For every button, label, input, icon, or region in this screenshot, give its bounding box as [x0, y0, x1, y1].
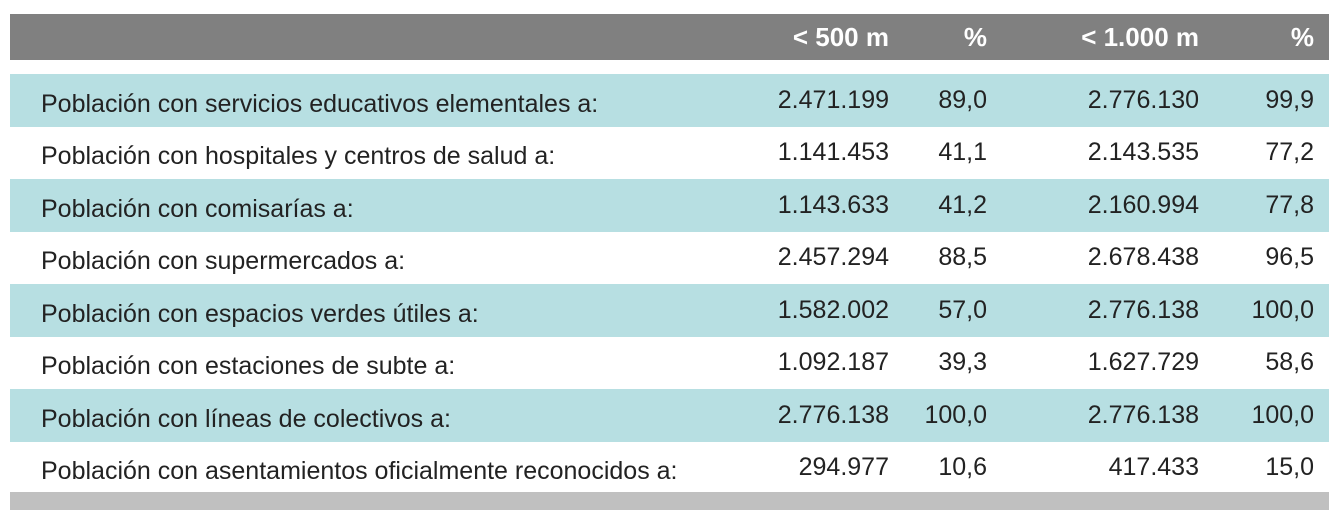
- percent-500m: 89,0: [938, 85, 987, 114]
- percent-1000m: 96,5: [1265, 243, 1314, 272]
- row-label: Población con espacios verdes útiles a:: [41, 299, 479, 328]
- percent-1000m: 100,0: [1251, 295, 1314, 324]
- row-label: Población con asentamientos oficialmente reconocidos a:: [41, 457, 678, 486]
- table-row: [10, 337, 1329, 390]
- table-row: [10, 232, 1329, 285]
- value-500m: 1.092.187: [777, 348, 889, 377]
- percent-1000m: 58,6: [1265, 348, 1314, 377]
- percent-1000m: 77,8: [1265, 190, 1314, 219]
- row-label: Población con líneas de colectivos a:: [41, 404, 451, 433]
- header-under-1000m: < 1.000 m: [1081, 21, 1199, 52]
- percent-1000m: 100,0: [1251, 400, 1314, 429]
- percent-1000m: 15,0: [1265, 453, 1314, 482]
- population-services-table: [10, 14, 1329, 494]
- row-label: Población con estaciones de subte a:: [41, 352, 456, 381]
- value-500m: 2.471.199: [777, 85, 889, 114]
- percent-500m: 39,3: [938, 348, 987, 377]
- row-label: Población con hospitales y centros de salud a:: [41, 142, 556, 171]
- value-1000m: 1.627.729: [1087, 348, 1199, 377]
- header-percent-500m: %: [963, 21, 987, 52]
- table-row: [10, 74, 1329, 127]
- table-header: [10, 14, 1329, 60]
- value-1000m: 2.678.438: [1087, 243, 1199, 272]
- table-footer-bar: [10, 492, 1329, 510]
- percent-500m: 57,0: [938, 295, 987, 324]
- percent-500m: 100,0: [924, 400, 987, 429]
- row-label: Población con comisarías a:: [41, 194, 354, 223]
- value-1000m: 2.143.535: [1087, 138, 1199, 167]
- value-1000m: 2.160.994: [1087, 190, 1199, 219]
- table-row: [10, 442, 1329, 495]
- percent-500m: 41,1: [938, 138, 987, 167]
- percent-1000m: 77,2: [1265, 138, 1314, 167]
- header-under-500m: < 500 m: [792, 21, 889, 52]
- value-500m: 294.977: [798, 453, 889, 482]
- value-500m: 1.143.633: [777, 190, 889, 219]
- percent-500m: 10,6: [938, 453, 987, 482]
- percent-1000m: 99,9: [1265, 85, 1314, 114]
- value-500m: 1.582.002: [777, 295, 889, 324]
- value-1000m: 2.776.138: [1087, 400, 1199, 429]
- table-row: [10, 389, 1329, 442]
- header-percent-1000m: %: [1290, 21, 1314, 52]
- value-500m: 1.141.453: [777, 138, 889, 167]
- header-gap: [10, 60, 1329, 74]
- value-1000m: 2.776.130: [1087, 85, 1199, 114]
- value-500m: 2.776.138: [777, 400, 889, 429]
- percent-500m: 88,5: [938, 243, 987, 272]
- table-row: [10, 127, 1329, 180]
- table-row: [10, 179, 1329, 232]
- row-label: Población con supermercados a:: [41, 247, 406, 276]
- table-row: [10, 284, 1329, 337]
- percent-500m: 41,2: [938, 190, 987, 219]
- value-1000m: 2.776.138: [1087, 295, 1199, 324]
- row-label: Población con servicios educativos elementales a:: [41, 89, 599, 118]
- value-500m: 2.457.294: [777, 243, 889, 272]
- value-1000m: 417.433: [1108, 453, 1199, 482]
